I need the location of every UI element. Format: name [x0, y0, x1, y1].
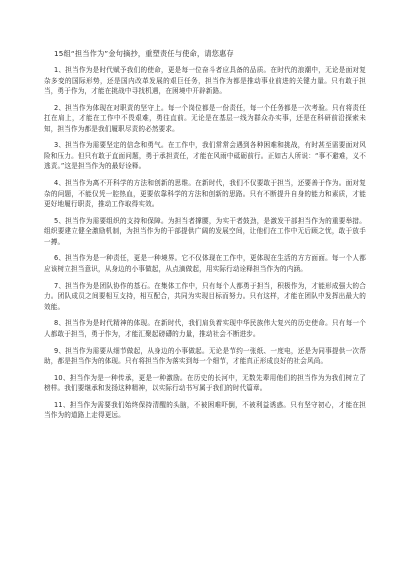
paragraph-6: 6、担当作为是一种责任，更是一种境界。它不仅体现在工作中，更体现在生活的方方面面。每一个人都应该树立担当意识，从身边的小事做起，从点滴做起，用实际行动诠释担当作为的内涵。 — [44, 254, 366, 273]
paragraph-11: 11、担当作为需要我们始终保持清醒的头脑，不被困难吓倒，不被利益诱惑。只有坚守初心，才能在担当作为的道路上走得更远。 — [44, 400, 366, 420]
paragraph-1: 1、担当作为是时代赋予我们的使命，更是每一位奋斗者应具备的品质。在时代的浪潮中，无论是面对复杂多变的国际形势，还是国内改革发展的艰巨任务，担当作为都是推动事业前进的关键力量。只有敢于担当，勇于作为，才能在挑战中寻找机遇，在困境中开辟新路。 — [44, 66, 366, 95]
paragraph-3: 3、担当作为需要坚定的信念和勇气。在工作中，我们常常会遇到各种困难和挑战，有时甚至需要面对风险和压力。但只有敢于直面问题，勇于承担责任，才能在风雨中砥砺前行。正如古人所说：“事不避难，义不逃责。”这是担当作为的最好诠释。 — [44, 141, 366, 171]
paragraph-9: 9、担当作为需要从细节做起，从身边的小事做起。无论是节约一张纸、一度电，还是为同事提供一次帮助，都是担当作为的体现。只有将担当作为落实到每一个细节，才能真正形成良好的社会风尚。 — [44, 346, 366, 365]
paragraph-8: 8、担当作为是时代精神的体现。在新时代，我们肩负着实现中华民族伟大复兴的历史使命。只有每一个人都敢于担当，勇于作为，才能汇聚起磅礴的力量，推动社会不断进步。 — [44, 319, 366, 338]
paragraph-2: 2、担当作为体现在对职责的坚守上。每一个岗位都是一份责任，每一个任务都是一次考验。只有将责任扛在肩上，才能在工作中不畏艰难，勇往直前。无论是在基层一线为群众办实事，还是在科研前沿探索未知，担当作为都是我们履职尽责的必然要求。 — [44, 103, 366, 133]
document-title: 15组“担当作为”金句摘抄，重塑责任与使命，请您惠存 — [54, 49, 234, 58]
paragraph-10: 10、担当作为是一种传承，更是一种激励。在历史的长河中，无数先辈用他们的担当作为为我们树立了榜样。我们要继承和发扬这种精神，以实际行动书写属于我们的时代篇章。 — [44, 373, 366, 393]
paragraph-4: 4、担当作为离不开科学的方法和创新的思维。在新时代，我们不仅要敢于担当，还要善于作为。面对复杂的问题，不能仅凭一腔热血，更要依靠科学的方法和创新的思路。只有不断提升自身的能力和素质，才能更好地履行职责，推动工作取得实效。 — [44, 179, 366, 209]
paragraph-5: 5、担当作为需要组织的支持和保障。为担当者撑腰，为实干者鼓劲，是激发干部担当作为的重要举措。组织要建立健全激励机制，为担当作为的干部提供广阔的发展空间，让他们在工作中无后顾之忧，敢于放手一搏。 — [44, 216, 366, 246]
paragraph-7: 7、担当作为是团队协作的基石。在集体工作中，只有每个人都勇于担当，积极作为，才能形成强大的合力。团队成员之间要相互支持，相互配合，共同为实现目标而努力。只有这样，才能在团队中发挥出最大的效能。 — [44, 281, 366, 311]
